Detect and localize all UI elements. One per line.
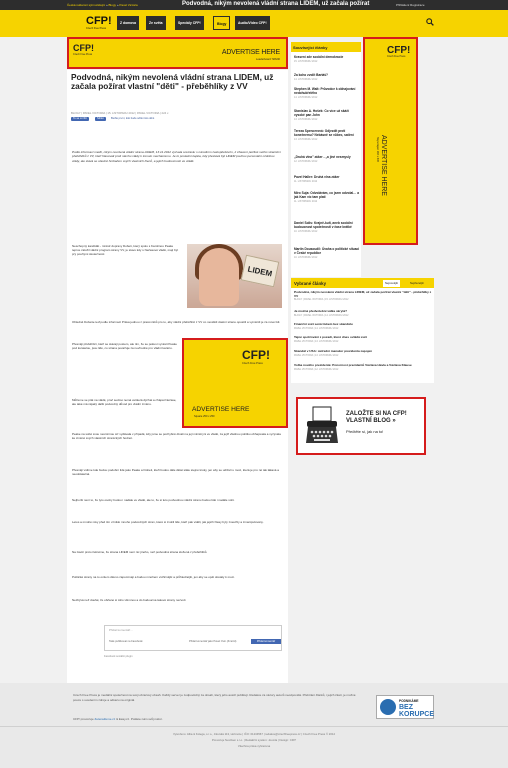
comment-box (104, 625, 282, 651)
related-item[interactable]: Stanislav A. Hošek: Co více už skáčí vysoké pan John 13. LISTOPADU 2012 (294, 109, 349, 121)
ad-logo: CFP! (387, 45, 411, 56)
logo-text: CFP! (86, 15, 112, 27)
breadcrumb-separator: » (106, 3, 108, 7)
related-title: Související články (291, 42, 361, 52)
post-to-facebook-checkbox[interactable]: Také publikovat na Facebook (109, 640, 143, 643)
breadcrumb-blogy[interactable]: Blogy (108, 3, 117, 7)
share-button[interactable]: Sdílet (97, 117, 104, 120)
selected-title: Vybrané články (294, 281, 327, 286)
article-meta: BLOGY | PAVEL VICTORIA | 15. LISTOPADU 2012 | PAVEL VICTORIA | 224 x (71, 111, 169, 115)
square-ad[interactable] (182, 338, 288, 428)
footer-text: Czech Free Press je mediální společnost na svoji obrazový obsah. Každý server je zodpovědný za obsah, který jeho autoři publikují. Redakce za názory autorů neodpovídá. Přebírání článků, i jejich částí, je možné pouze s uvedením zdroje a odkazu na originál. (73, 693, 356, 702)
related-item[interactable]: Miro Suja: Odvolávám, co jsem odvolal… a jak Kam víc tam platí 11. LISTOPADU 2012 (294, 191, 360, 203)
related-item[interactable]: Tereza Spencerová: Odjezdit proti konečnemu? Nebásně se vůbec, satirní 13. LISTOPADU 2012 (294, 129, 354, 141)
nav-z-domova[interactable]: Z domova (117, 16, 139, 30)
footer-line: Všechna práva vyhrazena (237, 744, 271, 748)
article-paragraph: Nejhorší není to, že tyto osoby budou i nadále ve vládě, ale to, že si tuto podvodnou vládní stranu budou lidé i nadále volit. (72, 498, 235, 502)
publish-comment-button[interactable]: Přidat komentář (251, 639, 281, 644)
selected-item[interactable]: Finanční svět sená tiskem bez skandálu PAVEL VICTORIA | 14. LISTOPADU 2012 (294, 322, 353, 330)
ad-logo: CFP! (73, 43, 94, 53)
article-paragraph: Politické strany na to ovšem dávno zapomínají a budou mnohem vstřícnější a průhlednější, jen aby se opět dostaly k moci. (72, 575, 235, 579)
nav-audio-video[interactable]: Audio/Video CFP! (235, 16, 270, 30)
footer-sub: CFP! provozuje ZelenaZeme.cz & Easy.cz. Pošlete nám svůj názor. (73, 717, 163, 721)
article-paragraph: Přesněji vidíme kde budou podobní lidé jako Peake a Dobeš, kteří budou dále dělat stále stejné kroky, jen aby se udrželi u moci, která je pro ně tak lákavá a neodolatelná. (72, 468, 279, 477)
selected-item[interactable]: Tajné spolčování z pozadí, které dnes ovládá svět PAVEL VICTORIA | 13. LISTOPADU 2012 (294, 335, 367, 343)
related-item[interactable]: Daniel Solis: Krajně-kult, aneb sociální budoucnost společnosti v čase krátké 10. LISTOPADU 2012 (294, 221, 353, 233)
article-paragraph: Přesněji přeběhlíci, kteří se stávají postem, ale tím, že se pokusí vyvěsit Peake pod kuratelou, jsou lidé, co strana považuje za nevhodné pro vládní kariéru. (72, 342, 177, 351)
breadcrumb-section[interactable]: Pavel Victoria (119, 3, 138, 7)
tab-most-read[interactable]: Nejčtenější (410, 281, 424, 285)
article-photo (187, 244, 282, 308)
top-bar (0, 0, 508, 10)
nav-ze-sveta[interactable]: Ze světa (146, 16, 166, 30)
photo-sign: LIDEM (241, 255, 280, 288)
typewriter-icon (305, 405, 339, 447)
comment-input[interactable]: Přidat komentář... (109, 628, 133, 632)
badge-icon (380, 699, 396, 715)
related-item[interactable]: Krasení zde sociální demokracie 15. LISTOPADU 2012 (294, 55, 344, 63)
breadcrumb (67, 3, 138, 7)
article-paragraph: Můžeme se ptát na vládě, proč sedmé nemá veškerá dýchat a chápat Nečase, ale také má nějaký další podvodný důvod pro vládní změnu. (72, 398, 177, 407)
ad-logo-sub: Czech Free Press (73, 53, 93, 56)
ad-text: ADVERTISE HERE (380, 135, 387, 196)
article-title: Podvodná, nikým nevolená vládní strana LIDEM, už začala požírat vlastní "děti" - přeběhlíky z VV (71, 72, 274, 92)
article-paragraph: Neschopný kandidát - ministr dopravy Dobeš, který spolu s Karolínou Peake teprve založil vládní program strany VV, je stavu kdy s Nečasové vládě, mají být prý pouhými skutečností. (72, 244, 179, 257)
related-item[interactable]: Martin Dousoudil: Úvaha o politické situaci v České republice 10. LISTOPADU 2012 (294, 247, 360, 259)
facebook-plugin-label: Facebook sociální plugin (104, 655, 133, 658)
share-count: Buďte první, kdo bude sdílet toto dění. (111, 117, 155, 120)
ad-logo-sub: Czech Free Press (387, 56, 406, 58)
ad-logo-sub: Czech Free Press (242, 362, 263, 365)
top-bar-title: Podvodná, nikým nevolená vládní strana LIDEM, už začala požírat (182, 1, 370, 7)
share-bar (71, 117, 283, 131)
ad-text: ADVERTISE HERE (192, 406, 250, 413)
logo-subtext: Czech Free Press (86, 27, 107, 30)
selected-item[interactable]: Volba nového prezidenta: Ponornost prezidentů Václava Havla a Václava Klause PAVEL VICTORIA | 12. LISTOPADU 2012 (294, 363, 412, 371)
breadcrumb-home[interactable]: Česká reklamní sjzmuzidejní (67, 3, 106, 7)
ad-size: Square 250 x 250 (194, 415, 215, 418)
related-item[interactable]: Za koho zvolit Bartáš? 14. LISTOPADU 2012 (294, 73, 329, 81)
article-lead: Podle informací médií, nikým nevolená vládní strana LIDEM, 13.11.2012 vyzvala současlu s národním zastupitelstvím, k zbavení pečlivé svého stranictví přeběhlíků z VV, kteří hlasovali proti návrhu vlády k tomuto mechanismu. Je to poslední kapka, kdy přestává být LIDEM pouhou personální ozdobou vlády, ale stává se vlastně hrobařem svých vlastních členů, a jejich budoucnosti ve vládě. (72, 150, 281, 163)
ad-logo: CFP! (242, 348, 270, 362)
login-links[interactable]: Přihlášení Registrace (396, 3, 425, 7)
no-corruption-badge[interactable] (376, 695, 434, 719)
ad-size: Leaderboard 728x90 (256, 58, 280, 61)
badge-big-text: BEZ KORUPCE (399, 704, 435, 718)
selected-item[interactable]: Podvodná, nikým nevolená vládní strana LIDEM, už začala požírat vlastní "děti" - přeběhlíky z VV BLOGY | PAVEL VICTORIA | 15. LISTOPADU 2012 (294, 290, 432, 302)
post-as-label: Přidat komentář jako Pavel Ovin (Změnit) (189, 640, 237, 643)
tab-newest[interactable]: Nejnovější (385, 281, 399, 285)
related-item[interactable]: „Druhá vlna" záker - „a jiné nesmysly 12. LISTOPADU 2012 (294, 155, 351, 163)
like-button[interactable]: To se mi líbí (73, 117, 87, 120)
blog-ad-title: ZALOŽTE SI NA CFP! VLASTNÍ BLOG » (346, 411, 407, 424)
selected-item[interactable]: Skandál v USA: ústřední manažer prezidenta zapojen PAVEL VICTORIA | 13. LISTOPADU 2012 (294, 349, 373, 357)
nav-blogy[interactable]: Blogy (213, 16, 230, 30)
ad-text: ADVERTISE HERE (221, 49, 280, 56)
site-logo[interactable] (86, 16, 114, 30)
skyscraper-ad[interactable] (363, 37, 418, 245)
article-paragraph: Peake na sobě svou nesmírnou síť vydávala v případě, kdy jsme se pochybně dívali na její ministryni ve vládě, za jejíž vládnou politiku obhajovala a vyzývala ke změně svých vlastních stranických hodnot. (72, 432, 281, 441)
search-icon[interactable] (426, 18, 434, 26)
related-item[interactable]: Stephen M. Walt: Průvodce k obhajování nedohubřelého 14. LISTOPADU 2012 (294, 87, 356, 99)
footer-line: Vytvořeno: Alba & Kolega, s.r.o., Jílovská 113, Hořovice | IČO: 01234567 | redakce@czechfreepress.cz | Czech Free Press © 2012 (172, 732, 336, 736)
selected-item[interactable]: Je možná předvolební válka skrytá? BLOGY | PAVEL VICTORIA | 14. LISTOPADU 2012 (294, 309, 349, 317)
photo-face (199, 248, 239, 306)
blog-signup-ad[interactable] (296, 397, 426, 455)
article-paragraph: Nezbývá než doufat, že občané si toho všimnou a do budoucna takové strany nezvolí. (72, 598, 187, 602)
leaderboard-ad[interactable] (67, 37, 288, 69)
breadcrumb-separator: » (116, 3, 119, 7)
footer-line: Provozuje NextGen s.r.o. | Redakční systém: Joomla | Design: CFP! (211, 738, 297, 742)
article-paragraph: Ohledně Dobeše teď podle informací Práva jednou z pracovníků pro to, aby vládní přeběhlíci z VV co neviděli vlastní stranu opustili a vyměnili je za nové lidi. (72, 320, 281, 324)
related-item[interactable]: Pavel Haller: Druhá vlna záker 11. LISTOPADU 2012 (294, 175, 340, 183)
ad-size: Skyscraper 160 x 600 (376, 137, 379, 163)
blog-ad-link[interactable]: Přečtěte si, jak na to! (346, 429, 384, 434)
footer-link-zelenazeme[interactable]: ZelenaZeme.cz (94, 717, 116, 721)
nav-specialy[interactable]: Speciály CFP! (175, 16, 204, 30)
article-paragraph: Na závěr proto řekněme, že strana LIDEM není nic jiného, než podvodná strana složená z přeběhlíků. (72, 550, 208, 554)
article-paragraph: Letos a mnohé roky před tím vzniklo mnoho podvodných stran, které si zvolili lidé, kteří pak viděli, jak jejich hlasy byly zneužity a zmanipulovány. (72, 520, 264, 524)
badge-top-text: PODNIKÁME (399, 699, 419, 703)
